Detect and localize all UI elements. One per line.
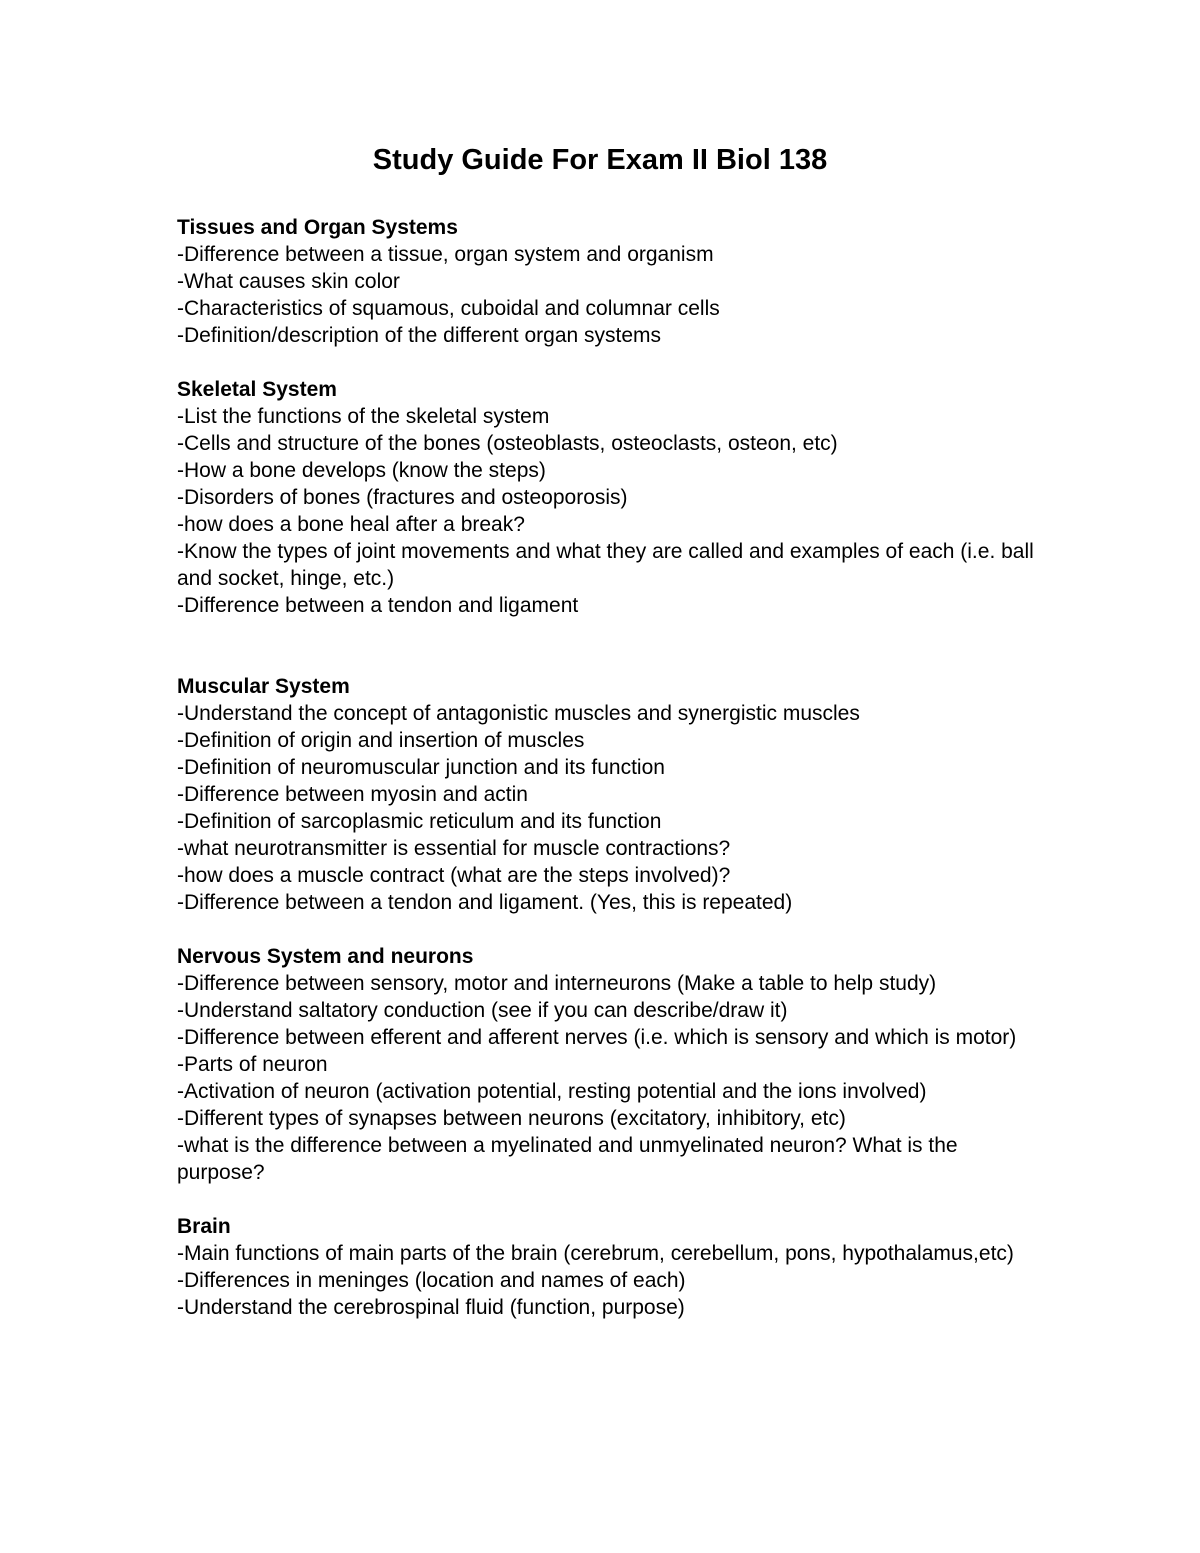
- list-item: -how does a muscle contract (what are the steps involved)?: [177, 864, 731, 887]
- list-item: -How a bone develops (know the steps): [177, 459, 546, 482]
- list-item: -what is the difference between a myelinated and unmyelinated neuron? What is the purpose?: [177, 1134, 958, 1184]
- list-item: -Difference between myosin and actin: [177, 783, 528, 806]
- list-item: -Cells and structure of the bones (osteoblasts, osteoclasts, osteon, etc): [177, 432, 838, 455]
- list-item: -Difference between a tissue, organ system and organism: [177, 243, 714, 266]
- list-item: -Understand saltatory conduction (see if you can describe/draw it): [177, 999, 788, 1022]
- list-item: -Parts of neuron: [177, 1053, 328, 1076]
- section-spacer: [177, 349, 1037, 376]
- list-item: -Different types of synapses between neurons (excitatory, inhibitory, etc): [177, 1107, 846, 1130]
- list-item: -Understand the concept of antagonistic muscles and synergistic muscles: [177, 702, 860, 725]
- section-heading: Brain: [177, 1215, 231, 1238]
- section-tissues-organ-systems: [177, 214, 1037, 349]
- list-item: -Difference between a tendon and ligament. (Yes, this is repeated): [177, 891, 793, 914]
- list-item: -Definition/description of the different organ systems: [177, 324, 662, 347]
- section-spacer: [177, 1186, 1037, 1213]
- section-heading: Nervous System and neurons: [177, 945, 474, 968]
- section-brain: [177, 1213, 1037, 1321]
- list-item: -Definition of origin and insertion of muscles: [177, 729, 585, 752]
- section-heading: Muscular System: [177, 675, 350, 698]
- list-item: -What causes skin color: [177, 270, 400, 293]
- list-item: -Characteristics of squamous, cuboidal and columnar cells: [177, 297, 720, 320]
- list-item: -Disorders of bones (fractures and osteoporosis): [177, 486, 628, 509]
- section-muscular-system: [177, 673, 1037, 916]
- section-spacer: [177, 619, 1037, 673]
- list-item: -Difference between sensory, motor and interneurons (Make a table to help study): [177, 972, 937, 995]
- document-body: [177, 214, 1037, 1321]
- list-item: -Main functions of main parts of the brain (cerebrum, cerebellum, pons, hypothalamus,etc): [177, 1242, 1014, 1265]
- list-item: -Definition of sarcoplasmic reticulum and its function: [177, 810, 662, 833]
- section-spacer: [177, 916, 1037, 943]
- section-heading: Skeletal System: [177, 378, 337, 401]
- list-item: -what neurotransmitter is essential for muscle contractions?: [177, 837, 731, 860]
- list-item: -List the functions of the skeletal system: [177, 405, 550, 428]
- list-item: -Differences in meninges (location and names of each): [177, 1269, 686, 1292]
- list-item: -Understand the cerebrospinal fluid (function, purpose): [177, 1296, 685, 1319]
- list-item: -Know the types of joint movements and what they are called and examples of each (i.e. ball and socket, hinge, etc.): [177, 540, 1034, 590]
- list-item: -Definition of neuromuscular junction and its function: [177, 756, 665, 779]
- section-skeletal-system: [177, 376, 1037, 619]
- list-item: -Difference between efferent and afferent nerves (i.e. which is sensory and which is motor): [177, 1026, 1017, 1049]
- list-item: -Activation of neuron (activation potential, resting potential and the ions involved): [177, 1080, 927, 1103]
- section-heading: Tissues and Organ Systems: [177, 216, 458, 239]
- list-item: -Difference between a tendon and ligament: [177, 594, 579, 617]
- section-nervous-system: [177, 943, 1037, 1186]
- list-item: -how does a bone heal after a break?: [177, 513, 525, 536]
- page-title: Study Guide For Exam II Biol 138: [372, 144, 828, 176]
